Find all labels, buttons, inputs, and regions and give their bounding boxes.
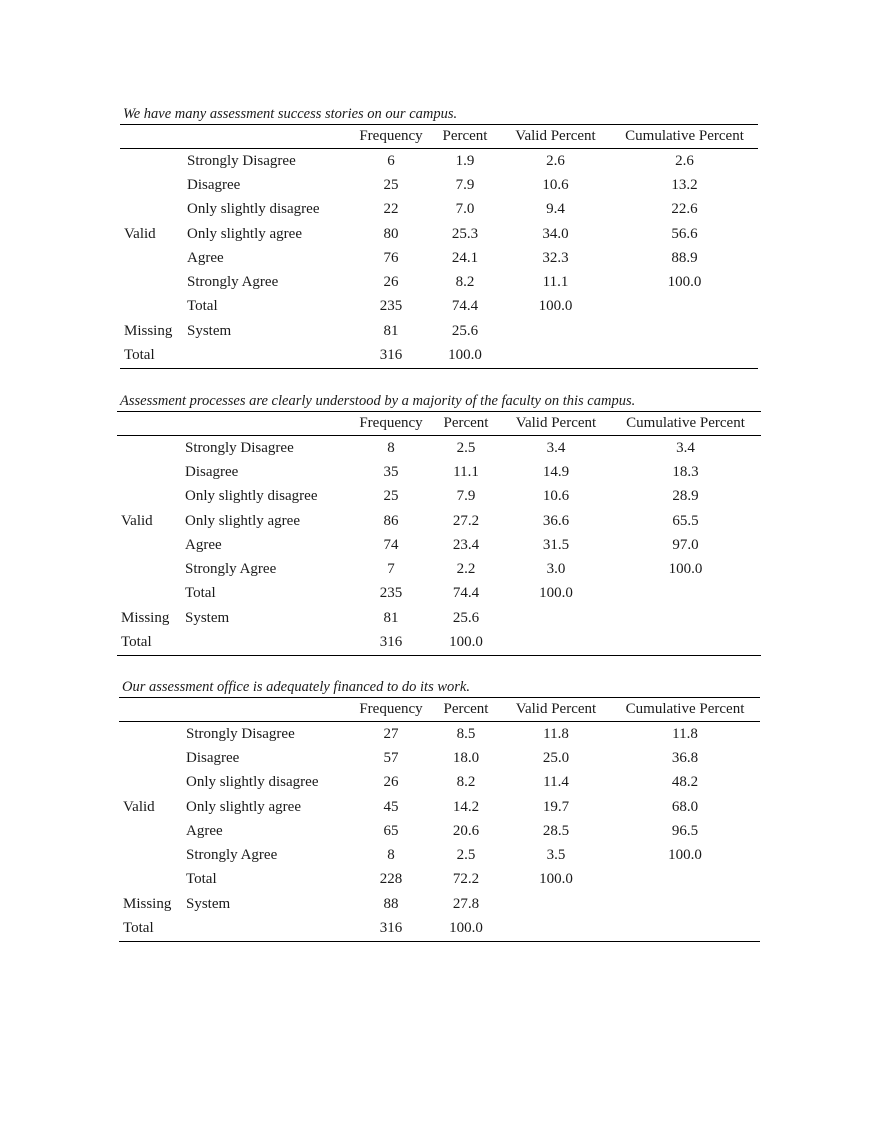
row-category: Disagree: [185, 463, 239, 480]
valid-percent-cell: 11.8: [543, 725, 569, 742]
cumulative-percent-cell: [610, 868, 760, 892]
percent-cell: 25.3: [451, 225, 479, 242]
frequency-cell: 26: [383, 774, 399, 791]
percent-cell: 74.4: [452, 585, 480, 602]
row-category: Disagree: [186, 749, 240, 766]
percent-cell: 74.4: [451, 298, 479, 315]
valid-group-label: Valid: [123, 798, 155, 815]
valid-percent-cell: 31.5: [542, 536, 570, 553]
valid-percent-cell: 14.9: [542, 463, 570, 480]
frequency-table: [117, 393, 761, 656]
frequency-cell: 25: [383, 176, 399, 193]
percent-cell: 100.0: [449, 634, 483, 651]
valid-percent-cell: 25.0: [542, 749, 570, 766]
frequency-cell: 65: [383, 822, 399, 839]
frequency-cell: 26: [383, 274, 399, 291]
empty-cell: [610, 630, 761, 655]
empty-cell: [610, 892, 760, 916]
col-header-valid-percent: Valid Percent: [515, 128, 596, 144]
table-row: [119, 843, 760, 867]
table-row: [117, 460, 761, 484]
frequency-table: [119, 679, 760, 942]
valid-percent-cell: 3.0: [546, 561, 566, 578]
valid-percent-cell: 2.6: [546, 152, 565, 169]
row-category: Only slightly agree: [186, 798, 301, 815]
header-blank: [120, 125, 187, 149]
valid-percent-cell: 3.4: [546, 439, 566, 456]
frequency-cell: 6: [387, 152, 395, 169]
valid-percent-cell: 100.0: [538, 298, 573, 315]
cumulative-percent-cell: 100.0: [668, 847, 702, 864]
col-header-valid-percent: Valid Percent: [515, 415, 597, 431]
table-row: [117, 606, 761, 630]
percent-cell: 18.0: [452, 749, 480, 766]
table-row: [119, 892, 760, 916]
table-row: [117, 557, 761, 581]
header-row: [120, 125, 758, 149]
percent-cell: 11.1: [453, 463, 479, 480]
table-row: [120, 295, 758, 319]
col-header-frequency: Frequency: [359, 128, 423, 144]
percent-cell: 25.6: [451, 322, 479, 339]
header-row: [117, 412, 761, 436]
valid-percent-cell: 36.6: [542, 512, 570, 529]
empty-cell: [186, 916, 352, 941]
total-group-label: Total: [121, 634, 152, 651]
frequency-cell: 316: [379, 347, 403, 364]
percent-cell: 7.0: [455, 201, 475, 218]
table-row: [119, 795, 760, 819]
valid-percent-cell: 19.7: [542, 798, 570, 815]
empty-cell: [187, 343, 352, 368]
frequency-cell: 81: [383, 322, 399, 339]
row-category: Disagree: [187, 176, 241, 193]
row-category: System: [185, 609, 230, 626]
percent-cell: 8.5: [456, 725, 476, 742]
header-blank: [119, 698, 186, 722]
cumulative-percent-cell: 100.0: [667, 274, 702, 291]
frequency-cell: 235: [379, 298, 403, 315]
table-caption: Assessment processes are clearly understood by a majority of the faculty on this campus.: [120, 393, 636, 409]
table-row: [120, 173, 758, 197]
frequency-cell: 8: [387, 847, 395, 864]
valid-group-label: Valid: [121, 512, 153, 529]
row-category: Strongly Agree: [185, 561, 277, 578]
row-category: Only slightly agree: [185, 512, 300, 529]
frequency-cell: 45: [383, 798, 399, 815]
empty-cell: [502, 606, 610, 630]
frequency-cell: 35: [383, 463, 399, 480]
table-row: [119, 771, 760, 795]
cumulative-percent-cell: 56.6: [671, 225, 698, 242]
cumulative-percent-cell: 65.5: [672, 512, 699, 529]
percent-cell: 7.9: [456, 488, 476, 505]
empty-cell: [502, 630, 610, 655]
frequency-cell: 316: [379, 920, 403, 937]
valid-percent-cell: 10.6: [542, 176, 569, 193]
percent-cell: 7.9: [455, 176, 475, 193]
row-category: Only slightly disagree: [185, 488, 318, 505]
percent-cell: 2.2: [456, 561, 476, 578]
empty-cell: [500, 319, 611, 343]
row-category: Total: [186, 871, 217, 888]
row-category: Strongly Agree: [187, 274, 279, 291]
empty-cell: [502, 892, 610, 916]
table-row: [117, 582, 761, 606]
row-category: Only slightly agree: [187, 225, 302, 242]
table-caption: Our assessment office is adequately financed to do its work.: [122, 679, 470, 695]
frequency-cell: 8: [387, 439, 395, 456]
missing-group-label: Missing: [123, 895, 172, 912]
percent-cell: 24.1: [451, 249, 479, 266]
table-row: [120, 149, 758, 174]
header-blank: [185, 412, 352, 436]
row-category: Strongly Disagree: [186, 725, 295, 742]
valid-percent-cell: 100.0: [539, 871, 573, 888]
frequency-cell: 22: [383, 201, 399, 218]
percent-cell: 14.2: [452, 798, 480, 815]
percent-cell: 23.4: [452, 536, 480, 553]
row-category: Strongly Disagree: [185, 439, 294, 456]
row-category: System: [186, 895, 231, 912]
col-header-cumulative-percent: Cumulative Percent: [625, 128, 744, 144]
header-blank: [187, 125, 352, 149]
percent-cell: 8.2: [456, 774, 476, 791]
total-group-label: Total: [124, 347, 155, 364]
cumulative-percent-cell: 3.4: [676, 439, 695, 456]
missing-group-label: Missing: [124, 322, 173, 339]
percent-cell: 27.2: [452, 512, 480, 529]
cumulative-percent-cell: [611, 295, 758, 319]
frequency-cell: 88: [383, 895, 399, 912]
col-header-percent: Percent: [443, 701, 489, 717]
table-row: [117, 436, 761, 461]
empty-cell: [610, 606, 761, 630]
row-category: Agree: [185, 536, 222, 553]
row-category: Only slightly disagree: [187, 201, 320, 218]
frequency-table: [120, 106, 758, 369]
header-blank: [117, 412, 185, 436]
valid-percent-cell: 100.0: [539, 585, 573, 602]
empty-cell: [185, 630, 352, 655]
valid-group-label: Valid: [124, 225, 156, 242]
empty-cell: [611, 343, 758, 368]
cumulative-percent-cell: 48.2: [671, 774, 699, 791]
row-category: Strongly Agree: [186, 847, 278, 864]
cumulative-percent-cell: 68.0: [671, 798, 699, 815]
missing-group-label: Missing: [121, 609, 170, 626]
valid-percent-cell: 11.1: [542, 274, 569, 291]
frequency-cell: 228: [379, 871, 403, 888]
table-row: [119, 916, 760, 941]
header-row: [119, 698, 760, 722]
percent-cell: 72.2: [452, 871, 480, 888]
col-header-valid-percent: Valid Percent: [515, 701, 597, 717]
frequency-cell: 235: [379, 585, 403, 602]
row-category: Strongly Disagree: [187, 152, 296, 169]
percent-cell: 25.6: [452, 609, 480, 626]
row-category: Total: [185, 585, 216, 602]
col-header-percent: Percent: [442, 128, 488, 144]
table-row: [119, 722, 760, 747]
table-row: [119, 819, 760, 843]
col-header-frequency: Frequency: [359, 701, 423, 717]
table-row: [120, 270, 758, 294]
cumulative-percent-cell: 100.0: [668, 561, 703, 578]
frequency-cell: 80: [383, 225, 399, 242]
total-group-label: Total: [123, 920, 154, 937]
empty-cell: [500, 343, 611, 368]
cumulative-percent-cell: 13.2: [671, 176, 698, 193]
table-row: [117, 485, 761, 509]
percent-cell: 20.6: [452, 822, 480, 839]
table-row: [117, 509, 761, 533]
table-row: [120, 246, 758, 270]
valid-percent-cell: 34.0: [542, 225, 569, 242]
frequency-cell: 57: [383, 749, 399, 766]
frequency-cell: 74: [383, 536, 399, 553]
percent-cell: 100.0: [449, 920, 483, 937]
table-row: [120, 222, 758, 246]
cumulative-percent-cell: [610, 582, 761, 606]
frequency-cell: 7: [387, 561, 395, 578]
cumulative-percent-cell: 96.5: [671, 822, 699, 839]
percent-cell: 2.5: [456, 439, 476, 456]
percent-cell: 2.5: [456, 847, 476, 864]
percent-cell: 27.8: [452, 895, 480, 912]
empty-cell: [611, 319, 758, 343]
valid-percent-cell: 28.5: [542, 822, 570, 839]
table-row: [120, 319, 758, 343]
cumulative-percent-cell: 2.6: [675, 152, 694, 169]
row-category: Agree: [187, 249, 224, 266]
percent-cell: 1.9: [455, 152, 475, 169]
cumulative-percent-cell: 11.8: [672, 725, 698, 742]
header-blank: [186, 698, 352, 722]
valid-percent-cell: 9.4: [546, 201, 565, 218]
cumulative-percent-cell: 88.9: [671, 249, 698, 266]
table-row: [120, 198, 758, 222]
table-row: [117, 533, 761, 557]
row-category: Agree: [186, 822, 223, 839]
table-row: [120, 343, 758, 368]
frequency-cell: 81: [383, 609, 399, 626]
frequency-cell: 27: [383, 725, 399, 742]
frequency-cell: 86: [383, 512, 399, 529]
table-row: [117, 630, 761, 655]
frequency-cell: 76: [383, 249, 399, 266]
row-category: Total: [187, 298, 218, 315]
col-header-frequency: Frequency: [359, 415, 423, 431]
percent-cell: 8.2: [455, 274, 475, 291]
col-header-cumulative-percent: Cumulative Percent: [626, 415, 745, 431]
valid-percent-cell: 11.4: [543, 774, 569, 791]
row-category: Only slightly disagree: [186, 774, 319, 791]
valid-percent-cell: 32.3: [542, 249, 569, 266]
empty-cell: [610, 916, 760, 941]
row-category: System: [187, 322, 232, 339]
col-header-percent: Percent: [443, 415, 489, 431]
cumulative-percent-cell: 97.0: [672, 536, 699, 553]
empty-cell: [502, 916, 610, 941]
frequency-cell: 316: [379, 634, 403, 651]
cumulative-percent-cell: 28.9: [672, 488, 699, 505]
table-row: [119, 746, 760, 770]
cumulative-percent-cell: 22.6: [671, 201, 698, 218]
cumulative-percent-cell: 18.3: [672, 463, 699, 480]
percent-cell: 100.0: [448, 347, 482, 364]
valid-percent-cell: 10.6: [542, 488, 570, 505]
valid-percent-cell: 3.5: [546, 847, 566, 864]
col-header-cumulative-percent: Cumulative Percent: [625, 701, 745, 717]
table-row: [119, 868, 760, 892]
cumulative-percent-cell: 36.8: [671, 749, 699, 766]
table-caption: We have many assessment success stories on our campus.: [123, 106, 458, 122]
frequency-cell: 25: [383, 488, 399, 505]
